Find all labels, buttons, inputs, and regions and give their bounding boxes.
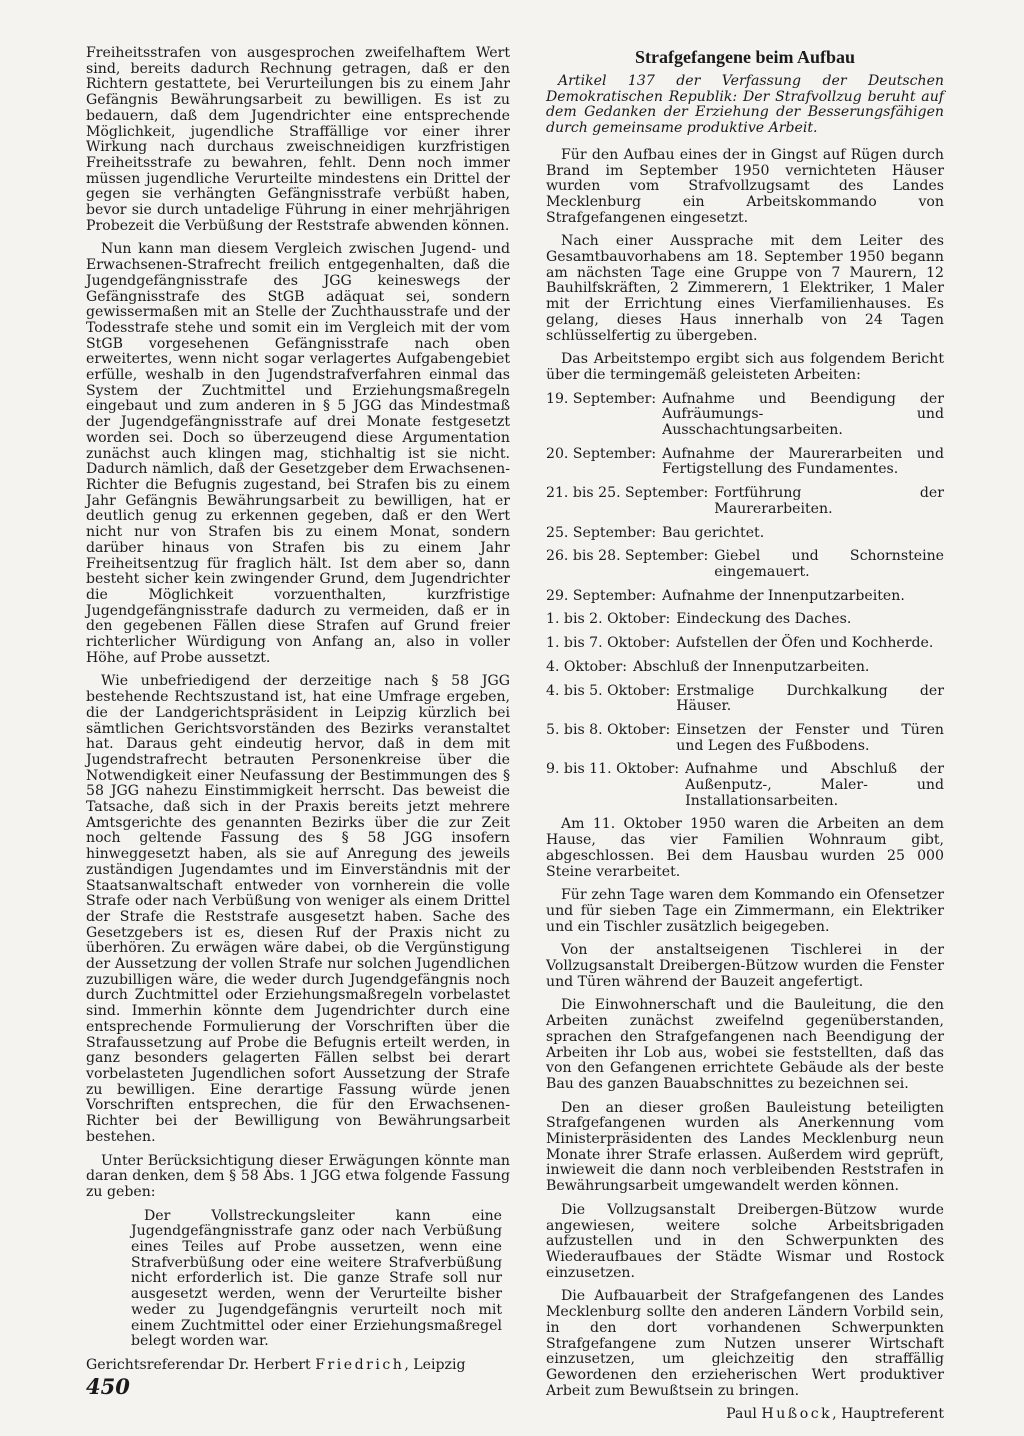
work-schedule	[546, 392, 944, 810]
schedule-date: 5. bis 8. Oktober:	[546, 721, 671, 738]
schedule-date: 19. September:	[546, 390, 657, 407]
left-column	[86, 46, 510, 1374]
schedule-item	[546, 684, 944, 715]
schedule-date: 20. September:	[546, 445, 657, 462]
schedule-date: 25. September:	[546, 524, 657, 541]
schedule-date: 1. bis 7. Oktober:	[546, 635, 671, 652]
schedule-item	[546, 762, 944, 809]
schedule-text: Einsetzen der Fenster und Türen und Legen des Fußbodens.	[676, 721, 944, 754]
left-signature-place: , Leipzig	[404, 1356, 466, 1373]
right-paragraph-8: Den an dieser großen Bauleistung beteiligten Strafgefangenen wurden als Anerkennung vom Ministerpräsidenten des Landes Mecklenburg neun Monate ihrer Strafe erlassen. Außerdem wird geprüft, inwieweit die dann noch verbleibenden Reststrafen in Bewährungsarbeit umgewandelt werden können.	[546, 1099, 944, 1195]
schedule-text: Bau gerichtet.	[662, 524, 765, 541]
epigraph: Artikel 137 der Verfassung der Deutschen Demokratischen Republik: Der Strafvollzug beruht auf dem Gedanken der Erziehung der Besserungsfähigen durch gemeinsame produktive Arbeit.	[546, 73, 944, 137]
left-paragraph-1: Freiheitsstrafen von ausgesprochen zweifelhaftem Wert sind, bereits dadurch Rechnung getragen, daß er den Richtern gestattete, bei Verurteilungen bis zu einem Jahr Gefängnis Bewährungsarbeit zu bewilligen. Es ist zu bedauern, daß dem Jugendrichter eine entsprechende Möglichkeit, jugendliche Straffällige vor einer ihrer Wirkung nach durchaus zweischneidigen kurzfristigen Freiheitsstrafe zu bewahren, fehlt. Denn noch immer müssen jugendliche Verurteilte mindestens ein Drittel der gegen sie verhängten Gefängnisstrafe verbüßt haben, bevor sie durch untadelige Führung in einer mehrjährigen Probezeit die Verbüßung der Reststrafe abwenden können.	[86, 45, 510, 234]
schedule-item	[546, 636, 944, 652]
right-paragraph-6: Von der anstaltseigenen Tischlerei in der Vollzugsanstalt Dreibergen-Bützow wurden die Fenster und Türen während der Bauzeit angefertigt.	[546, 942, 944, 990]
article-title: Strafgefangene beim Aufbau	[635, 47, 855, 67]
schedule-date: 4. bis 5. Oktober:	[546, 682, 671, 699]
schedule-item	[546, 589, 944, 605]
proposed-law-quote: Der Vollstreckungsleiter kann eine Jugendgefängnisstrafe ganz oder nach Verbüßung eines Teiles auf Probe aussetzen, wenn eine Strafverbüßung oder eine weitere Strafverbüßung nicht erforderlich ist. Die ganze Strafe soll nur ausgesetzt werden, wenn der Verurteilte bisher weder zu Jugendgefängnis verurteilt noch mit einem Zuchtmittel oder einer Erziehungsmaßregel belegt worden war.	[131, 1207, 502, 1350]
schedule-date: 4. Oktober:	[546, 658, 628, 675]
schedule-text: Aufnahme und Abschluß der Außenputz-, Maler- und Installationsarbeiten.	[685, 761, 944, 809]
schedule-text: Fortführung der Maurerarbeiten.	[714, 485, 944, 517]
schedule-date: 29. September:	[546, 587, 657, 604]
page-number: 450	[86, 1374, 130, 1399]
schedule-date: 1. bis 2. Oktober:	[546, 611, 671, 628]
right-paragraph-2: Nach einer Aussprache mit dem Leiter des Gesamtbauvorhabens am 18. September 1950 begann am nächsten Tage eine Gruppe von 7 Maurern, 12 Bauhilfskräften, 2 Zimmerern, 1 Elektriker, 1 Maler mit der Errichtung eines Vierfamilienhauses. Es gelang, dieses Haus innerhalb von 24 Tagen schlüsselfertig zu übergeben.	[546, 233, 944, 344]
schedule-text: Eindeckung des Daches.	[676, 611, 852, 628]
schedule-text: Aufstellen der Öfen und Kochherde.	[676, 635, 934, 652]
schedule-item	[546, 526, 944, 542]
schedule-date: 21. bis 25. September:	[546, 485, 709, 502]
schedule-text: Abschluß der Innenputzarbeiten.	[633, 658, 870, 675]
schedule-text: Erstmalige Durchkalkung der Häuser.	[676, 682, 944, 715]
left-paragraph-4: Unter Berücksichtigung dieser Erwägungen könnte man daran denken, dem § 58 Abs. 1 JGG etwa folgende Fassung zu geben:	[86, 1152, 510, 1200]
right-signature-first: Paul	[726, 1406, 757, 1423]
left-signature-prefix: Gerichtsreferendar Dr. Herbert	[86, 1356, 311, 1373]
right-paragraph-10: Die Aufbauarbeit der Strafgefangenen des Landes Mecklenburg sollte den anderen Ländern Vorbild sein, in den dort vorhandenen Schwerpunkten Strafgefangene zum Nutzen unserer Wirtschaft einzusetzen, um gleichzeitig den straffällig Gewordenen den erzieherischen Wert produktiver Arbeit zum Bewußtsein zu bringen.	[546, 1288, 944, 1399]
right-paragraph-1: Für den Aufbau eines der in Gingst auf Rügen durch Brand im September 1950 vernichteten Häuser wurden vom Strafvollzugsamt des Landes Mecklenburg ein Arbeitskommando von Strafgefangenen eingesetzt.	[546, 146, 944, 226]
schedule-text: Aufnahme und Beendigung der Aufräumungs- und Ausschachtungsarbeiten.	[662, 390, 944, 439]
right-column	[546, 46, 944, 1431]
right-paragraph-3: Das Arbeitstempo ergibt sich aus folgendem Bericht über die termingemäß geleisteten Arbeiten:	[546, 351, 944, 383]
right-paragraph-7: Die Einwohnerschaft und die Bauleitung, die den Arbeiten zunächst zweifelnd gegenüberstanden, sprachen den Strafgefangenen nach Beendigung der Arbeiten ihr Lob aus, wobei sie feststellten, daß das von den Gefangenen errichtete Gebäude als der beste Bau des ganzen Bauabschnittes zu bezeichnen sei.	[546, 997, 944, 1092]
schedule-item	[546, 612, 944, 628]
right-paragraph-4: Am 11. Oktober 1950 waren die Arbeiten an dem Hause, das vier Familien Wohnraum gibt, abgeschlossen. Bei dem Hausbau wurden 25 000 Steine verarbeitet.	[546, 816, 944, 880]
right-paragraph-9: Die Vollzugsanstalt Dreibergen-Bützow wurde angewiesen, weitere solche Arbeitsbrigaden aufzustellen und in den Schwerpunkten des Wiederaufbaues der Städte Wismar und Rostock einzusetzen.	[546, 1201, 944, 1281]
right-paragraph-5: Für zehn Tage waren dem Kommando ein Ofensetzer und für sieben Tage ein Zimmermann, ein Elektriker und ein Tischler zusätzlich beigegeben.	[546, 887, 944, 935]
left-signature-name: Friedrich	[315, 1356, 405, 1373]
schedule-item	[546, 486, 944, 517]
schedule-item	[546, 447, 944, 478]
schedule-item	[546, 392, 944, 439]
left-paragraph-2: Nun kann man diesem Vergleich zwischen Jugend- und Erwachsenen-Strafrecht freilich entgegenhalten, daß die Jugendgefängnisstrafe des JGG keineswegs der Gefängnisstrafe des StGB adäquat sei, sondern gewissermaßen mit an Stelle der Zuchthausstrafe und der Todesstrafe stehe und somit ein im Vergleich mit der vom StGB vorgesehenen Gefängnisstrafe nach oben erweitertes, wenn nicht sogar verlagertes Aufgabengebiet erfülle, weshalb in den Jugendstrafverfahren einmal das System der Zuchtmittel und Erziehungsmaßregeln eingebaut und zum anderen in § 5 JGG das Mindestmaß der Jugendgefängnisstrafe auf drei Monate festgesetzt worden sei. Doch so überzeugend diese Argumentation zunächst auch klingen mag, stichhaltig ist sie nicht. Dadurch nämlich, daß der Gesetzgeber dem Erwachsenen-Richter die Befugnis zugestand, bei Strafen bis zu einem Jahr Gefängnis Bewährungsarbeit zu bewilligen, hat er deutlich genug zu erkennen gegeben, daß er den Wert nicht nur von Strafen bis zu einem Monat, sondern darüber hinaus von Strafen bis zu einem Jahr Freiheitsentzug für fraglich hält. Ist dem aber so, dann besteht sicher kein zwingender Grund, dem Jugendrichter die Möglichkeit vorzuenthalten, kurzfristige Jugendgefängnisstrafe dadurch zu vermeiden, daß er in den gegebenen Fällen diese Strafen auf Grund freier richterlicher Würdigung von Anfang an, also in voller Höhe, auf Probe aussetzt.	[86, 241, 510, 666]
schedule-date: 9. bis 11. Oktober:	[546, 761, 680, 778]
schedule-item	[546, 723, 944, 754]
right-signature-last: Hußock	[761, 1406, 833, 1423]
schedule-text: Aufnahme der Innenputzarbeiten.	[662, 587, 905, 604]
schedule-text: Aufnahme der Maurerarbeiten und Fertigstellung des Fundamentes.	[662, 445, 944, 478]
schedule-item	[546, 660, 944, 676]
right-signature-title: , Hauptreferent	[832, 1406, 944, 1423]
left-signature	[86, 1358, 510, 1374]
left-paragraph-3: Wie unbefriedigend der derzeitige nach § 58 JGG bestehende Rechtszustand ist, hat eine Umfrage ergeben, die der Landgerichtspräsident in Leipzig kürzlich bei sämtlichen Gerichtsvorständen des Bezirks veranstaltet hat. Daraus geht eindeutig hervor, daß in dem mit Jugendstrafrecht betrauten Personenkreise über die Notwendigkeit einer Neufassung der Bestimmungen des § 58 JGG nahezu Einstimmigkeit herrscht. Das beweist die Tatsache, daß sich in der Praxis bereits jetzt mehrere Amtsgerichte des genannten Bezirks über die zur Zeit noch geltende Fassung des § 58 JGG insofern hinweggesetzt haben, als sie auf Anregung des jeweils zuständigen Jugendamtes und im Einverständnis mit der Staatsanwaltschaft entweder von vornherein die volle Strafe oder nach Verbüßung von weniger als einem Drittel der Strafe die Reststrafe ausgesetzt haben. Sache des Gesetzgebers ist es, diesen Ruf der Praxis nicht zu überhören. Zu erwägen wäre dabei, ob die Vergünstigung der Aussetzung der vollen Strafe nur solchen Jugendlichen zuzubilligen wäre, die weder durch Jugendgefängnis noch durch Zuchtmittel oder Erziehungsmaßregeln vorbelastet sind. Immerhin könnte dem Jugendrichter durch eine entsprechende Formulierung der Vorschriften über die Strafaussetzung auf Probe die Befugnis erteilt werden, in ganz besonders gelagerten Fällen selbst bei derart vorbelasteten Jugendlichen sofort Aussetzung der Strafe zu bewilligen. Eine derartige Fassung würde jenen Vorschriften entsprechen, die für den Erwachsenen-Richter bei der Bewilligung von Bewährungsarbeit bestehen.	[86, 673, 510, 1145]
right-signature	[546, 1407, 944, 1423]
schedule-date: 26. bis 28. September:	[546, 548, 709, 565]
schedule-item	[546, 549, 944, 580]
schedule-text: Giebel und Schornsteine eingemauert.	[714, 548, 944, 580]
